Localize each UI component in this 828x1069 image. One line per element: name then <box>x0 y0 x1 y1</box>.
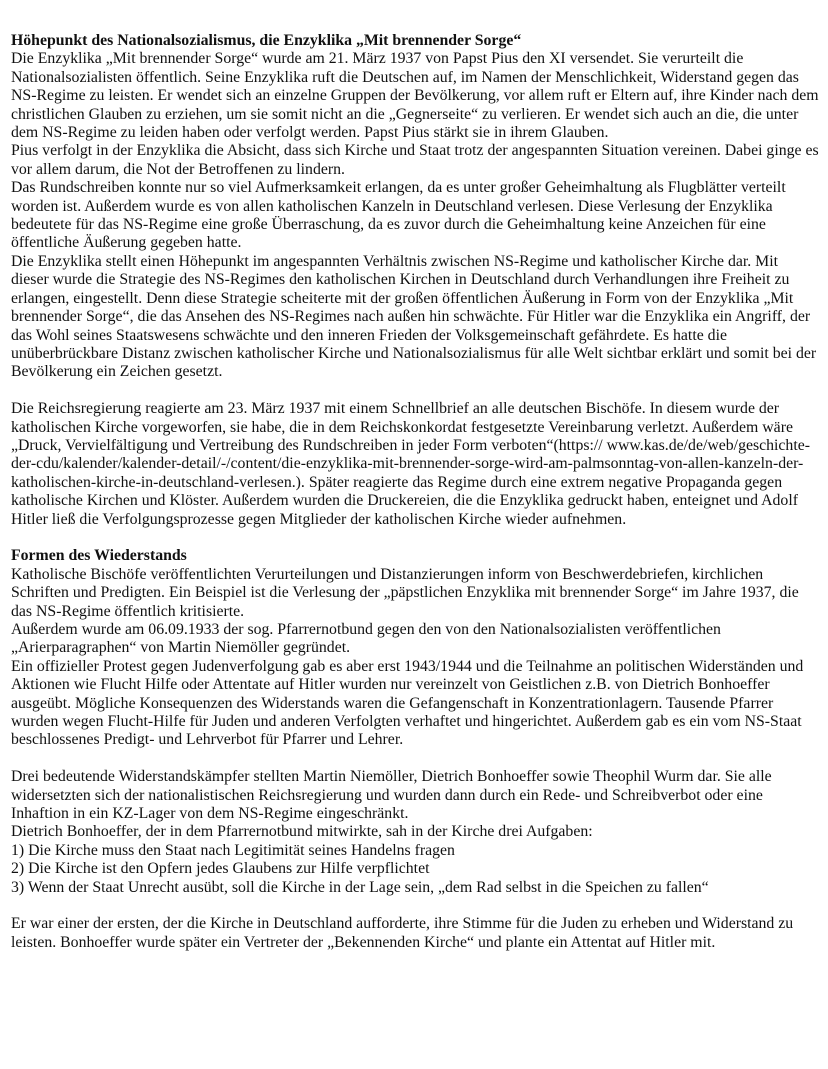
paragraph-closing: Er war einer der ersten, der die Kirche in Deutschland aufforderte, ihre Stimme für die Juden zu erheben und Widerstand zu leisten. Bonhoeffer wurde später ein Vertreter der „Bekennenden Kirche“ und plante ein Attentat auf Hitler mit. <box>11 915 794 951</box>
paragraph: Drei bedeutende Widerstandskämpfer stellten Martin Niemöller, Dietrich Bonhoeffer sowie Theophil Wurm dar. Sie alle widersetzten sich der nationalistischen Reichsregierung und wurden dann durch ein Rede- und Schreibverbot oder eine Inhaftion in ein KZ-Lager von dem NS-Regime eingeschränkt. <box>11 768 772 823</box>
document-body <box>11 32 819 952</box>
paragraph-gap <box>11 897 819 915</box>
paragraph-reaction: Die Reichsregierung reagierte am 23. März 1937 mit einem Schnellbrief an alle deutschen Bischöfe. In diesem wurde der katholischen Kirche vorgeworfen, sie habe, die in dem Reichskonkordat festgesetzte Vereinbarung verletzt. Außerdem wäre „Druck, Vervielfältigung und Vertreibung des Rundschreiben in jeder Form verboten“(https:// www.kas.de/de/web/geschichte-der-cdu/kalender/kalender-detail/-/content/die-enzyklika-mit-brennender-sorge-wird-am-palmsonntag-von-allen-kanzeln-der-katholischen-kirche-in-deutschland-verlesen.). Später reagierte das Regime durch eine extrem negative Propaganda gegen katholische Kirchen und Klöster. Außerdem wurden die Druckereien, die die Enzyklika gedruckt haben, enteignet und Adolf Hitler ließ die Verfolgungsprozesse gegen Mitglieder der katholischen Kirche wieder aufnehmen. <box>11 400 810 528</box>
task-list <box>11 842 819 897</box>
list-item: 2) Die Kirche ist den Opfern jedes Glaubens zur Hilfe verpflichtet <box>11 860 430 878</box>
section-heading-encyclical: Höhepunkt des Nationalsozialismus, die Enzyklika „Mit brennender Sorge“ <box>11 32 522 49</box>
paragraph: Die Enzyklika „Mit brennender Sorge“ wurde am 21. März 1937 von Papst Pius den XI versendet. Sie verurteilt die Nationalsozialisten öffentlich. Seine Enzyklika ruft die Deutschen auf, im Namen der Menschlichkeit, Widerstand gegen das NS-Regime zu leisten. Er wendet sich an einzelne Gruppen der Bevölkerung, vor allem ruft er Eltern auf, ihre Kinder nach dem christlichen Glauben zu erziehen, um sie somit nicht an die „Gegnerseite“ zu verlieren. Er wendet sich auch an die, die unter dem NS-Regime zu leiden haben oder verfolgt werden. Papst Pius stärkt sie in ihrem Glauben. <box>11 50 819 142</box>
paragraph: Die Enzyklika stellt einen Höhepunkt im angespannten Verhältnis zwischen NS-Regime und katholischer Kirche dar. Mit dieser wurde die Strategie des NS-Regimes den katholischen Kirchen in Deutschland durch Verhandlungen ihre Freiheit zu erlangen, eingestellt. Denn diese Strategie scheiterte mit der großen öffentlichen Äußerung in Form von der Enzyklika „Mit brennender Sorge“, die das Ansehen des NS-Regimes nach außen hin schwächte. Für Hitler war die Enzyklika ein Angriff, der das Wohl seines Staatswesens schwächte und den inneren Frieden der Volksgemeinschaft gefährdete. Es hatte die unüberbrückbare Distanz zwischen katholischer Kirche und Nationalsozialismus für alle Welt sichtbar erklärt und somit bei der Bevölkerung ein Zeichen gesetzt. <box>11 252 817 381</box>
list-item: 3) Wenn der Staat Unrecht ausübt, soll die Kirche in der Lage sein, „dem Rad selbst in die Speichen zu fallen“ <box>11 878 709 896</box>
paragraph: Pius verfolgt in der Enzyklika die Absicht, dass sich Kirche und Staat trotz der angespannten Situation vereinen. Dabei ginge es vor allem darum, die Not der Betroffenen zu lindern. <box>11 142 819 178</box>
section-heading-resistance: Formen des Wiederstands <box>11 547 187 565</box>
paragraph-gap <box>11 382 819 400</box>
paragraph-gap <box>11 529 819 547</box>
paragraph: Ein offizieller Protest gegen Judenverfolgung gab es aber erst 1943/1944 und die Teilnahme an politischen Widerständen und Aktionen wie Flucht Hilfe oder Attentate auf Hitler wurden nur vereinzelt von Geistlichen z.B. von Dietrich Bonhoeffer ausgeübt. Mögliche Konsequenzen des Widerstands waren die Gefangenschaft in Konzentrationlagern. Tausende Pfarrer wurden wegen Flucht-Hilfe für Juden und anderen Verfolgten verhaftet und hingerichtet. Außerdem gab es ein vom NS-Staat beschlossenes Predigt- und Lehrverbot für Pfarrer und Lehrer. <box>11 657 804 749</box>
list-item: 1) Die Kirche muss den Staat nach Legitimität seines Handelns fragen <box>11 841 455 859</box>
paragraph: Außerdem wurde am 06.09.1933 der sog. Pfarrernotbund gegen den von den Nationalsozialisten veröffentlichen „Arierparagraphen“ von Martin Niemöller gegründet. <box>11 620 721 657</box>
paragraph: Katholische Bischöfe veröffentlichten Verurteilungen und Distanzierungen inform von Beschwerdebriefen, kirchlichen Schriften und Predigten. Ein Beispiel ist die Verlesung der „päpstlichen Enzyklika mit brennender Sorge“ im Jahre 1937, die das NS-Regime öffentlich kritisierte. <box>11 565 799 620</box>
paragraph-gap <box>11 750 819 768</box>
paragraph: Dietrich Bonhoeffer, der in dem Pfarrernotbund mitwirkte, sah in der Kirche drei Aufgaben: <box>11 823 593 841</box>
paragraph: Das Rundschreiben konnte nur so viel Aufmerksamkeit erlangen, da es unter großer Geheimhaltung als Flugblätter verteilt worden ist. Außerdem wurde es von allen katholischen Kanzeln in Deutschland verlesen. Diese Verlesung der Enzyklika bedeutete für das NS-Regime eine große Überraschung, da es zuvor durch die Geheimhaltung keine Anzeichen für eine öffentliche Äußerung gegeben hatte. <box>11 179 786 252</box>
